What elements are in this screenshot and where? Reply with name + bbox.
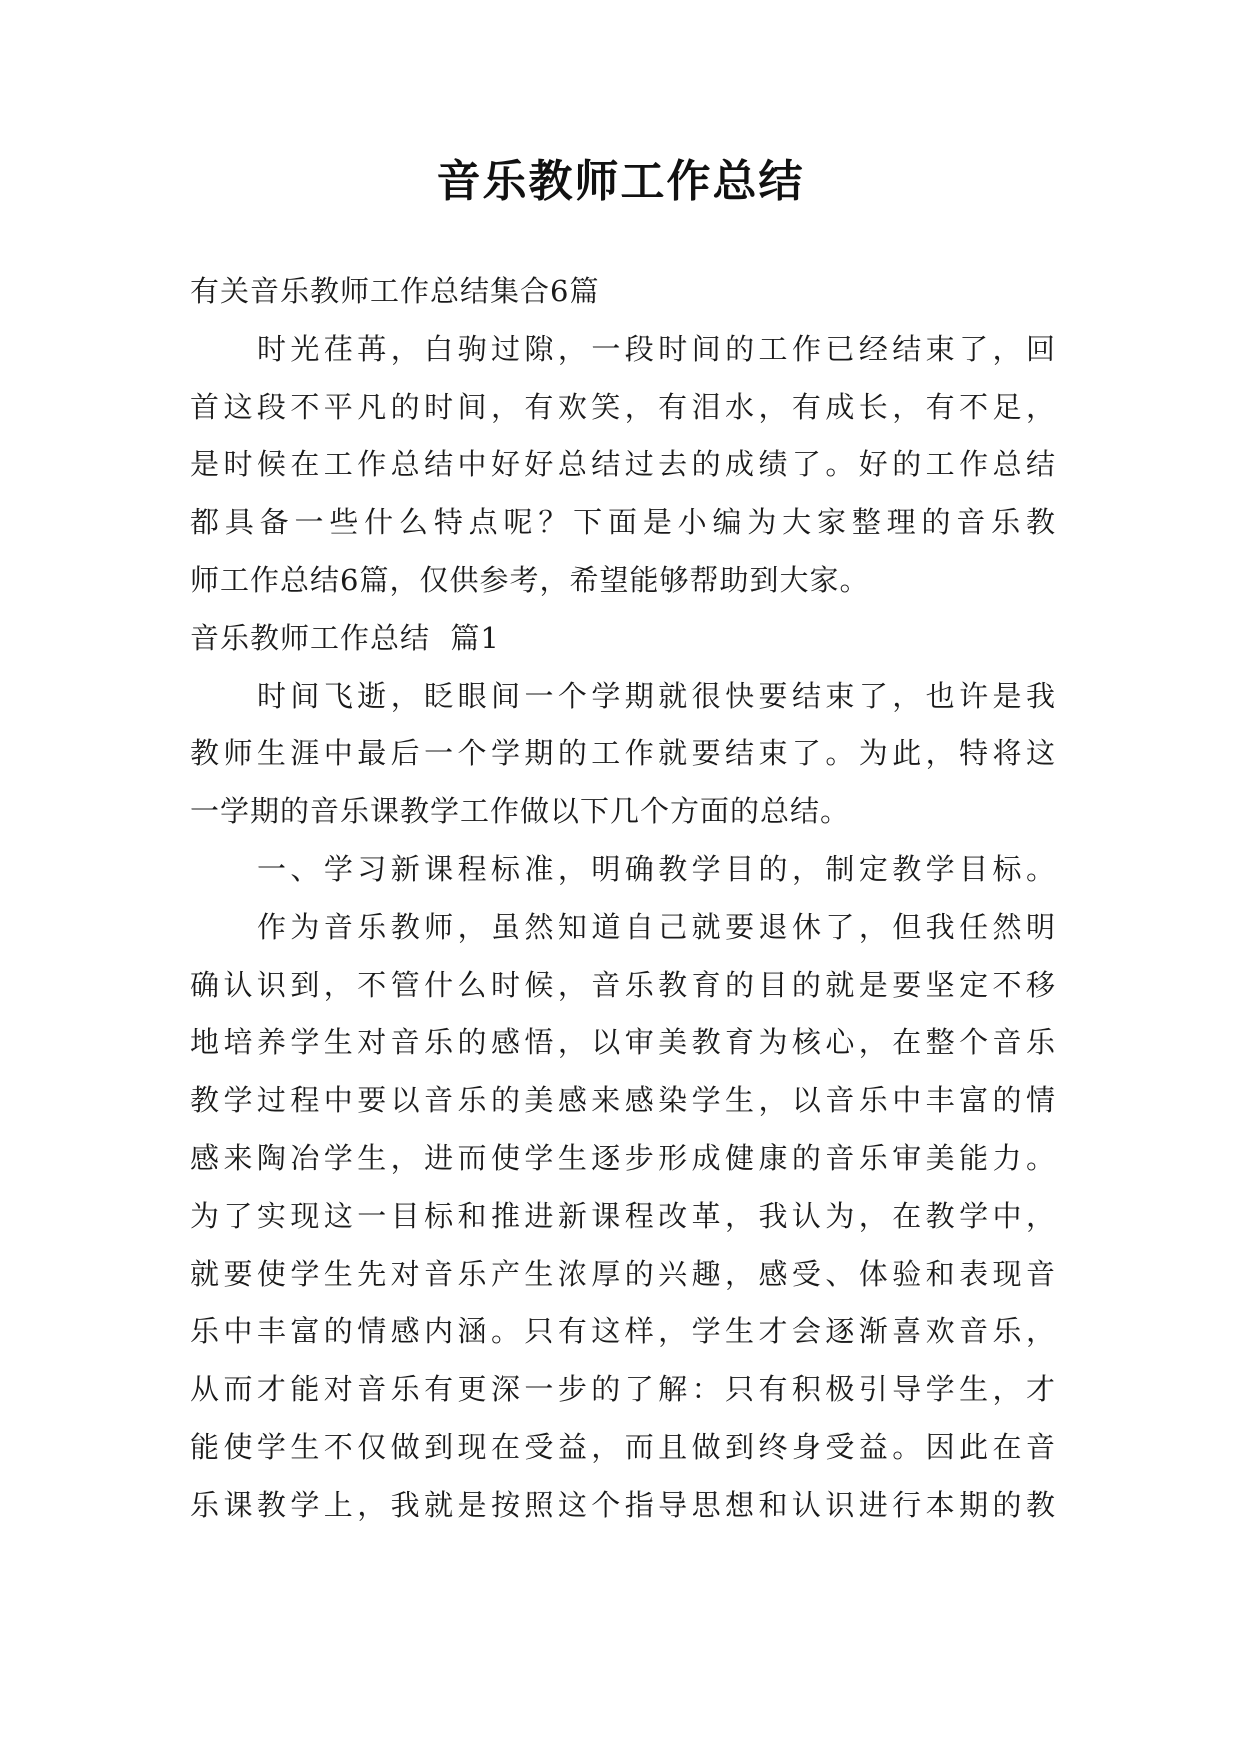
paragraph-line: 地培养学生对音乐的感悟，以审美教育为核心，在整个音乐 (190, 1025, 1055, 1060)
paragraph-line: 能使学生不仅做到现在受益，而且做到终身受益。因此在音 (190, 1429, 1055, 1464)
numbered-heading: 一、学习新课程标准，明确教学目的，制定教学目标。 (257, 851, 1055, 886)
intro-paragraph-line: 时光荏苒，白驹过隙，一段时间的工作已经结束了，回 (257, 331, 1055, 366)
paragraph-line: 确认识到，不管什么时候，音乐教育的目的就是要坚定不移 (190, 967, 1055, 1002)
paragraph-line: 就要使学生先对音乐产生浓厚的兴趣，感受、体验和表现音 (190, 1256, 1055, 1291)
subtitle-line: 有关音乐教师工作总结集合6篇 (190, 274, 600, 308)
paragraph-line: 作为音乐教师，虽然知道自己就要退休了，但我任然明 (257, 909, 1055, 944)
paragraph-line: 教师生涯中最后一个学期的工作就要结束了。为此，特将这 (190, 736, 1055, 771)
paragraph-line: 一学期的音乐课教学工作做以下几个方面的总结。 (190, 794, 851, 829)
paragraph-line: 乐课教学上，我就是按照这个指导思想和认识进行本期的教 (190, 1487, 1055, 1522)
paragraph-line: 时间飞逝，眨眼间一个学期就很快要结束了，也许是我 (257, 678, 1055, 713)
paragraph-line: 感来陶冶学生，进而使学生逐步形成健康的音乐审美能力。 (190, 1140, 1055, 1175)
paragraph-line: 教学过程中要以音乐的美感来感染学生，以音乐中丰富的情 (190, 1083, 1055, 1118)
intro-paragraph-line: 首这段不平凡的时间，有欢笑，有泪水，有成长，有不足， (190, 389, 1055, 424)
intro-paragraph-line: 都具备一些什么特点呢？下面是小编为大家整理的音乐教 (190, 505, 1055, 540)
intro-paragraph-line: 师工作总结6篇，仅供参考，希望能够帮助到大家。 (190, 562, 870, 597)
document-body (190, 263, 1055, 1535)
paragraph-line: 从而才能对音乐有更深一步的了解：只有积极引导学生，才 (190, 1372, 1055, 1407)
document-title: 音乐教师工作总结 (436, 156, 805, 207)
paragraph-line: 为了实现这一目标和推进新课程改革，我认为，在教学中， (190, 1198, 1055, 1233)
section-heading: 音乐教师工作总结 篇1 (190, 620, 500, 655)
intro-paragraph-line: 是时候在工作总结中好好总结过去的成绩了。好的工作总结 (190, 447, 1055, 482)
paragraph-line: 乐中丰富的情感内涵。只有这样，学生才会逐渐喜欢音乐， (190, 1314, 1055, 1349)
